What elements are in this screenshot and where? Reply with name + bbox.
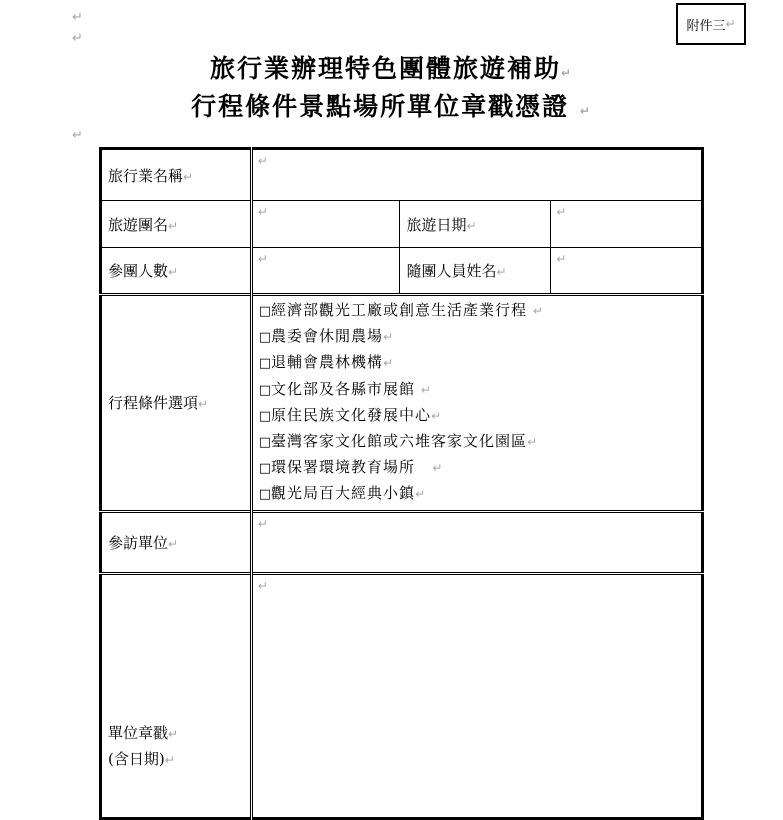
checkbox-icon[interactable]: □ [258,382,272,398]
stamp-label-line-1: 單位章戳↵ [108,723,179,742]
paragraph-mark: ↵ [257,578,268,593]
paragraph-mark: ↵ [556,252,567,266]
option-label: 退輔會農林機構 [271,353,384,372]
paragraph-mark: ↵ [383,356,395,371]
option-label: 環保署環境教育場所 [271,458,416,477]
paragraph-mark: ↵ [164,752,175,767]
option-label: 文化部及各縣市展館 [271,379,416,398]
paragraph-mark: ↵ [72,31,83,46]
option-item[interactable] [259,481,695,507]
checkbox-icon[interactable]: □ [258,356,272,372]
option-item[interactable] [259,350,695,376]
paragraph-mark: ↵ [257,516,268,531]
option-label: 臺灣客家文化館或六堆客家文化園區 [271,432,528,451]
paragraph-mark: ↵ [556,205,567,219]
paragraph-mark: ↵ [168,536,179,551]
tour-name-value-cell[interactable] [251,201,400,248]
escort-name-label: 隨團人員姓名 [406,262,497,280]
escort-name-value-cell[interactable] [551,248,703,295]
checkbox-icon[interactable]: □ [258,330,272,346]
checkbox-icon[interactable]: □ [258,304,272,319]
attachment-label: 附件三 [686,18,726,34]
group-size-value-cell[interactable] [251,248,400,295]
group-size-row [101,248,703,295]
paragraph-mark: ↵ [725,17,736,31]
tour-name-label: 旅遊團名 [108,215,169,234]
paragraph-mark: ↵ [527,435,539,450]
title-line-2 [0,94,783,119]
group-size-label: 參團人數 [108,262,169,280]
visit-unit-value-cell[interactable] [251,511,702,573]
paragraph-mark: ↵ [466,218,477,233]
paragraph-mark: ↵ [432,461,444,476]
title-text-2: 行程條件景點場所單位章戳憑證 [191,92,570,121]
option-item[interactable] [259,455,695,481]
option-item[interactable] [259,403,695,429]
paragraph-mark: ↵ [168,265,179,279]
group-size-label-cell [101,248,252,295]
option-label: 農委會休閒農場 [271,327,384,346]
title-text-1: 旅行業辦理特色團體旅遊補助 [209,54,561,83]
tour-name-row [101,201,703,248]
agency-label-cell [101,149,252,201]
option-item[interactable] [259,429,695,455]
paragraph-mark: ↵ [257,252,268,266]
paragraph-mark: ↵ [168,726,179,741]
tour-date-value-cell[interactable] [551,201,703,248]
visit-unit-label-cell [101,511,252,573]
option-label: 經濟部觀光工廠或創意生活產業行程 [271,301,528,319]
tour-name-label-cell [101,201,252,248]
stamp-label-line-2: (含日期)↵ [108,749,175,768]
escort-name-label-cell [400,248,551,295]
itinerary-options-cell [251,295,702,512]
paragraph-mark: ↵ [72,128,83,143]
visit-unit-row [101,511,703,573]
stamp-row [101,573,703,818]
itinerary-label-cell [101,295,252,512]
paragraph-mark: ↵ [496,265,507,279]
paragraph-mark: ↵ [383,330,395,345]
option-item[interactable] [259,298,695,324]
itinerary-row [101,295,703,512]
paragraph-mark: ↵ [532,304,544,318]
paragraph-mark: ↵ [257,205,268,219]
agency-value-cell[interactable] [251,149,702,201]
title-line-1 [0,56,783,81]
checkbox-icon[interactable]: □ [258,487,272,503]
paragraph-mark: ↵ [72,10,83,25]
agency-label: 旅行業名稱 [108,166,184,185]
agency-row [101,149,703,201]
visit-unit-label: 參訪單位 [108,533,169,552]
itinerary-label: 行程條件選項 [108,394,199,413]
checkbox-icon[interactable]: □ [258,435,272,451]
tour-date-label-cell [400,201,551,248]
paragraph-mark: ↵ [257,154,268,168]
paragraph-mark: ↵ [183,169,194,184]
checkbox-icon[interactable]: □ [258,408,272,424]
paragraph-mark: ↵ [168,218,179,233]
option-label: 原住民族文化發展中心 [271,405,432,424]
stamp-value-cell[interactable] [251,573,702,818]
paragraph-mark: ↵ [560,66,574,80]
paragraph-mark: ↵ [198,397,209,412]
voucher-form-table [99,147,704,820]
stamp-label-cell [101,573,252,818]
option-item[interactable] [259,377,695,403]
paragraph-mark: ↵ [431,408,443,423]
paragraph-mark: ↵ [415,487,427,502]
option-item[interactable] [259,324,695,350]
option-label: 觀光局百大經典小鎮 [271,484,416,503]
checkbox-icon[interactable]: □ [258,461,272,477]
attachment-box [676,3,746,45]
tour-date-label: 旅遊日期 [406,215,467,234]
paragraph-mark: ↵ [579,104,592,118]
paragraph-mark: ↵ [420,382,432,397]
